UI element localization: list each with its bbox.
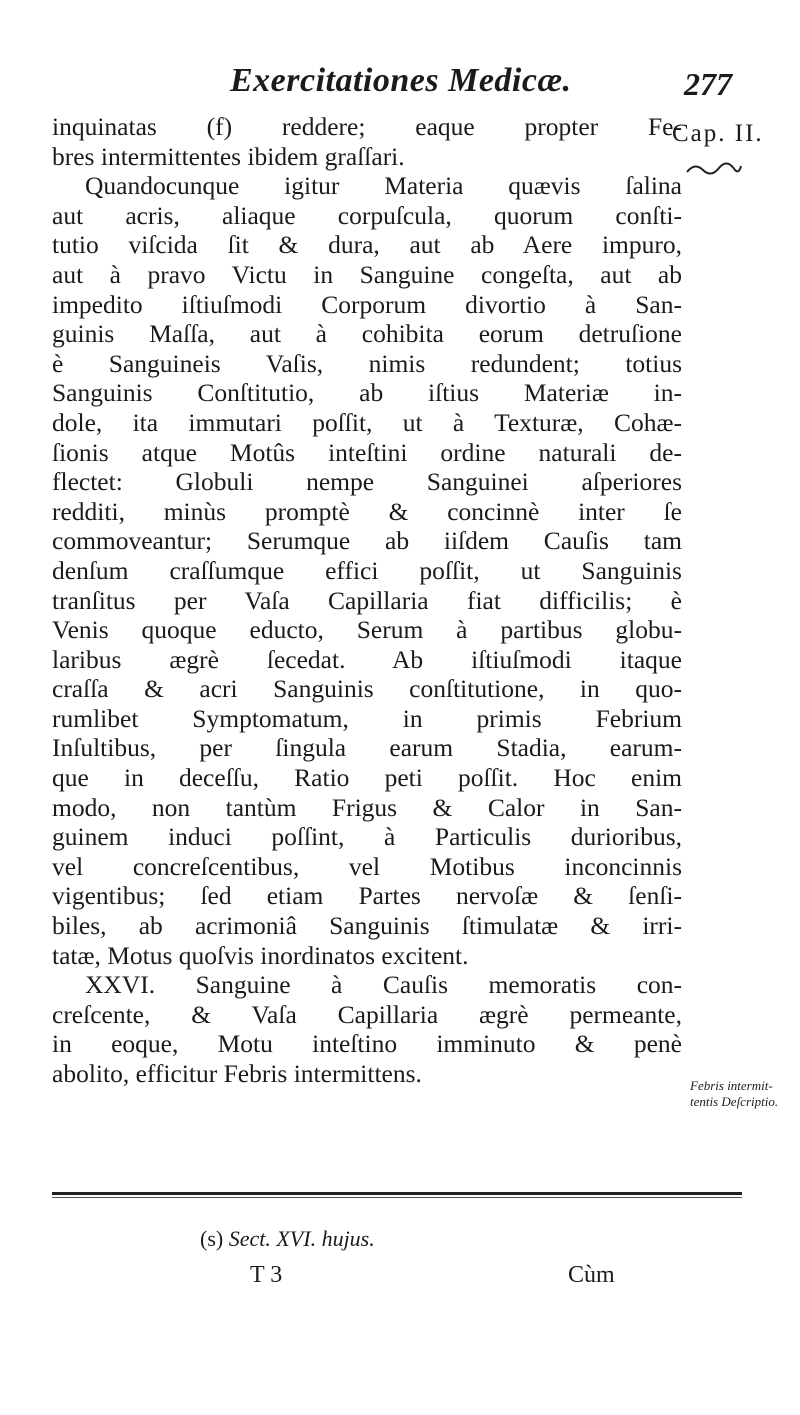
text-line: laribus ægrè ſecedat. Ab iſtiuſmodi itaque xyxy=(52,644,682,674)
footnote-marker: (s) xyxy=(200,1226,224,1251)
text-line: bres intermittentes ibidem graſſari. xyxy=(52,141,405,171)
text-line: aut à pravo Victu in Sanguine congeſta, aut ab xyxy=(52,259,682,289)
text-line: tutio viſcida ſit & dura, aut ab Aere impuro, xyxy=(52,230,682,260)
text-line: tranſitus per Vaſa Capillaria fiat difficilis; è xyxy=(52,585,682,615)
text-line: craſſa & acri Sanguinis conſtitutione, in quo- xyxy=(52,674,682,704)
text-line: in eoque, Motu inteſtino imminuto & penè xyxy=(52,1029,682,1059)
text-line: creſcente, & Vaſa Capillaria ægrè permeante, xyxy=(52,999,682,1029)
margin-note xyxy=(690,1078,800,1110)
text-line: vel concreſcentibus, vel Motibus inconcinnis xyxy=(52,851,682,881)
ornament-flourish-icon xyxy=(685,158,743,178)
text-line: ſionis atque Motûs inteſtini ordine naturali de- xyxy=(52,437,682,467)
text-line: Venis quoque educto, Serum à partibus globu- xyxy=(52,615,682,645)
text-line: biles, ab acrimoniâ Sanguinis ſtimulatæ & irri- xyxy=(52,911,682,941)
text-line: modo, non tantùm Frigus & Calor in San- xyxy=(52,792,682,822)
text-line: commoveantur; Serumque ab iiſdem Cauſis tam xyxy=(52,526,682,556)
text-line: denſum craſſumque effici poſſit, ut Sanguinis xyxy=(52,555,682,585)
text-line: guinem induci poſſint, à Particulis durioribus, xyxy=(52,822,682,852)
text-line: Inſultibus, per ſingula earum Stadia, earum- xyxy=(52,733,682,763)
footnote-text: Sect. XVI. hujus. xyxy=(228,1226,375,1251)
text-line: flectet: Globuli nempe Sanguinei aſperiores xyxy=(52,467,682,497)
margin-note-line: tentis Deſcriptio. xyxy=(690,1094,779,1109)
catchword: Cùm xyxy=(568,1262,615,1288)
chapter-mark: Cap. II. xyxy=(672,120,764,147)
text-line: guinis Maſſa, aut à cohibita eorum detruſione xyxy=(52,319,682,349)
text-line: Sanguinis Conſtitutio, ab iſtius Materiæ in- xyxy=(52,378,682,408)
main-text xyxy=(52,112,682,1089)
text-line: dole, ita immutari poſſit, ut à Texturæ, Cohæ- xyxy=(52,407,682,437)
text-line: que in deceſſu, Ratio peti poſſit. Hoc enim xyxy=(52,763,682,793)
text-line: tatæ, Motus quoſvis inordinatos excitent. xyxy=(52,940,469,970)
text-line: inquinatas (f) reddere; eaque propter Fe- xyxy=(52,112,682,141)
text-line: vigentibus; ſed etiam Partes nervoſæ & ſenſi- xyxy=(52,881,682,911)
text-line: redditi, minùs promptè & concinnè inter ſe xyxy=(52,496,682,526)
text-line: impedito iſtiuſmodi Corporum divortio à San- xyxy=(52,289,682,319)
running-title: Exercitationes Medicæ. xyxy=(230,62,572,99)
signature-mark: T 3 xyxy=(250,1262,283,1288)
text-line: rumlibet Symptomatum, in primis Febrium xyxy=(52,703,682,733)
text-line: XXVI. Sanguine à Cauſis memoratis con- xyxy=(85,970,682,1000)
footnote xyxy=(200,1226,375,1252)
text-line: abolito, efficitur Febris intermittens. xyxy=(52,1059,422,1088)
text-line: è Sanguineis Vaſis, nimis redundent; totius xyxy=(52,348,682,378)
page-number: 277 xyxy=(684,66,732,102)
text-line: Quandocunque igitur Materia quævis ſalina xyxy=(85,171,682,201)
footnote-rule-thin xyxy=(52,1197,742,1198)
text-line: aut acris, aliaque corpuſcula, quorum conſti- xyxy=(52,200,682,230)
margin-note-line: Febris intermit- xyxy=(690,1078,773,1093)
footnote-rule xyxy=(52,1192,742,1195)
